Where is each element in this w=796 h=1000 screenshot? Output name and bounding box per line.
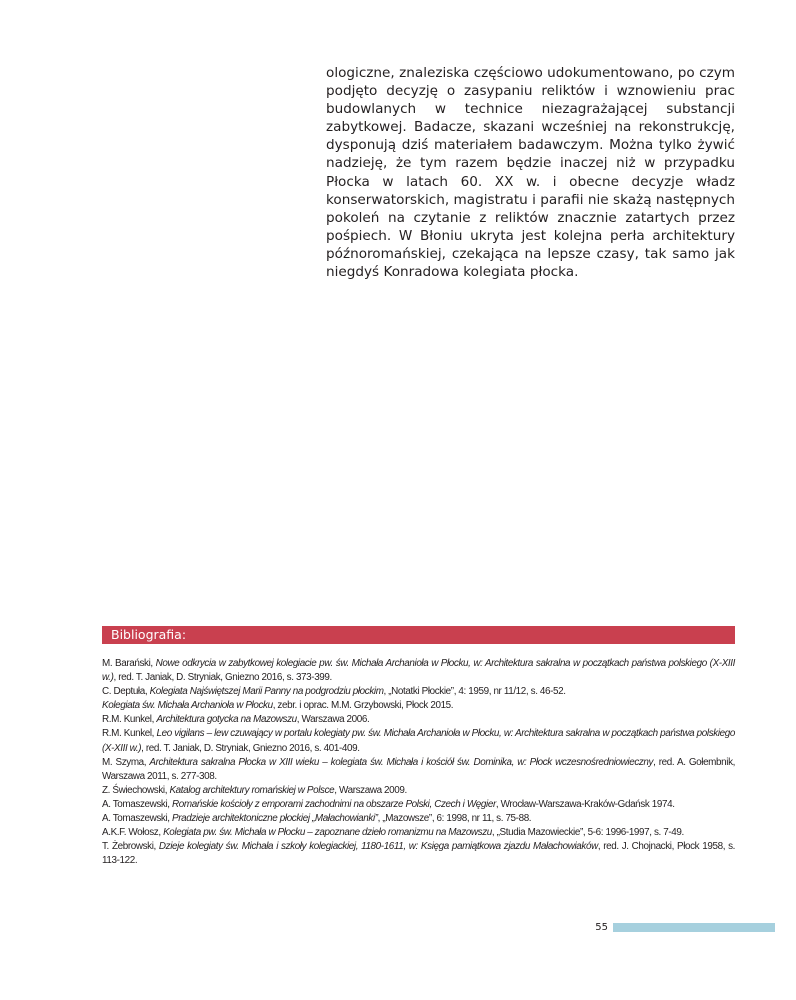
entry-details: , Warszawa 2006. bbox=[296, 714, 370, 726]
entry-title: Romańskie kościoły z emporami zachodnimi na obszarze Polski, Czech i Węgier bbox=[172, 798, 496, 810]
entry-author: A.K.F. Wołosz, bbox=[102, 827, 164, 839]
entry-title: Kolegiata Najświętszej Marii Panny na podgrodziu płockim bbox=[149, 686, 384, 698]
main-text-column bbox=[326, 64, 735, 281]
body-paragraph: ologiczne, znaleziska częściowo udokumentowano, po czym podjęto decyzję o zasypaniu reliktów i wznowieniu prac budowlanych w technice niezagrażającej substancji zabytkowej. Badacze, skazani wcześniej na rekonstrukcję, dysponują dziś materiałem badawczym. Można tylko żywić nadzieję, że tym razem będzie inaczej niż w przypadku Płocka w latach 60. XX w. i obecne decyzje władz konserwatorskich, magistratu i parafii nie skażą następnych pokoleń na czytanie z reliktów znacznie zatartych przez pośpiech. W Błoniu ukryta jest kolejna perła architektury późnoromańskiej, czekająca na lepsze czasy, tak samo jak niegdyś Konradowa kolegiata płocka. bbox=[326, 65, 735, 281]
bibliography-entry bbox=[102, 812, 735, 826]
bibliography-entry bbox=[102, 840, 735, 868]
entry-details: , „Studia Mazowieckie”, 5-6: 1996-1997, s. 7-49. bbox=[491, 827, 684, 839]
entry-title: Katalog architektury romańskiej w Polsce bbox=[169, 784, 335, 796]
entry-details: , red. T. Janiak, D. Stryniak, Gniezno 2016, s. 401-409. bbox=[141, 742, 360, 754]
entry-title: Kolegiata św. Michała Archanioła w Płocku bbox=[102, 700, 273, 712]
entry-author: T. Żebrowski, bbox=[102, 841, 159, 853]
entry-title: Nowe odkrycia w zabytkowej kolegiacie pw. św. Michała Archanioła w Płocku, w: Architektura sakralna w początkach państwa polskiego (X-XIII w.) bbox=[102, 658, 735, 684]
entry-details: , zebr. i oprac. M.M. Grzybowski, Płock 2015. bbox=[272, 700, 454, 712]
entry-author: Z. Świechowski, bbox=[102, 784, 170, 796]
entry-details: , „Mazowsze”, 6: 1998, nr 11, s. 75-88. bbox=[377, 813, 532, 825]
bibliography-entry bbox=[102, 756, 735, 784]
bibliography-entry bbox=[102, 699, 735, 713]
bibliography-list bbox=[102, 657, 735, 868]
entry-details: , Warszawa 2009. bbox=[334, 784, 407, 796]
entry-details: , red. T. Janiak, D. Stryniak, Gniezno 2016, s. 373-399. bbox=[113, 672, 332, 684]
page-number-strip bbox=[613, 923, 775, 932]
entry-author: M. Szyma, bbox=[102, 756, 150, 768]
entry-details: , „Notatki Płockie”, 4: 1959, nr 11/12, s. 46-52. bbox=[383, 686, 566, 698]
entry-author: M. Barański, bbox=[102, 658, 156, 669]
entry-author: C. Deptuła, bbox=[102, 686, 150, 698]
entry-author: A. Tomaszewski, bbox=[102, 813, 173, 825]
bibliography-entry bbox=[102, 727, 735, 755]
entry-title: Leo vigilans – lew czuwający w portalu kolegiaty pw. św. Michała Archanioła w Płocku, w: Architektura sakralna w początkach państwa polskiego (X-XIII w.) bbox=[102, 728, 735, 754]
bibliography-entry bbox=[102, 685, 735, 699]
entry-title: Kolegiata pw. św. Michała w Płocku – zapoznane dzieło romanizmu na Mazowszu bbox=[163, 827, 492, 839]
bibliography-entry bbox=[102, 784, 735, 798]
entry-details: , Wrocław-Warszawa-Kraków-Gdańsk 1974. bbox=[495, 798, 675, 810]
bibliography-entry bbox=[102, 657, 735, 685]
page-number: 55 bbox=[595, 922, 608, 933]
entry-details: , red. J. Chojnacki, Płock 1958, s. 113-122. bbox=[102, 841, 736, 867]
entry-author: A. Tomaszewski, bbox=[102, 798, 173, 810]
bibliography-entry bbox=[102, 826, 735, 840]
entry-title: Dzieje kolegiaty św. Michała i szkoły kolegiackiej, 1180-1611, w: Księga pamiątkowa zjazdu Małachowiaków bbox=[158, 841, 598, 853]
entry-author: R.M. Kunkel, bbox=[102, 714, 157, 726]
entry-title: Pradzieje architektoniczne płockiej „Małachowianki” bbox=[172, 813, 378, 825]
entry-details: , red. A. Gołembnik, Warszawa 2011, s. 277-308. bbox=[102, 756, 735, 782]
entry-author: R.M. Kunkel, bbox=[102, 728, 157, 740]
entry-title: Architektura sakralna Płocka w XIII wieku – kolegiata św. Michała i kościół św. Dominika, w: Płock wczesnośredniowieczny bbox=[149, 756, 654, 768]
bibliography-heading: Bibliografia: bbox=[102, 626, 735, 644]
bibliography-entry bbox=[102, 798, 735, 812]
entry-title: Architektura gotycka na Mazowszu bbox=[156, 714, 297, 726]
bibliography-entry bbox=[102, 713, 735, 727]
